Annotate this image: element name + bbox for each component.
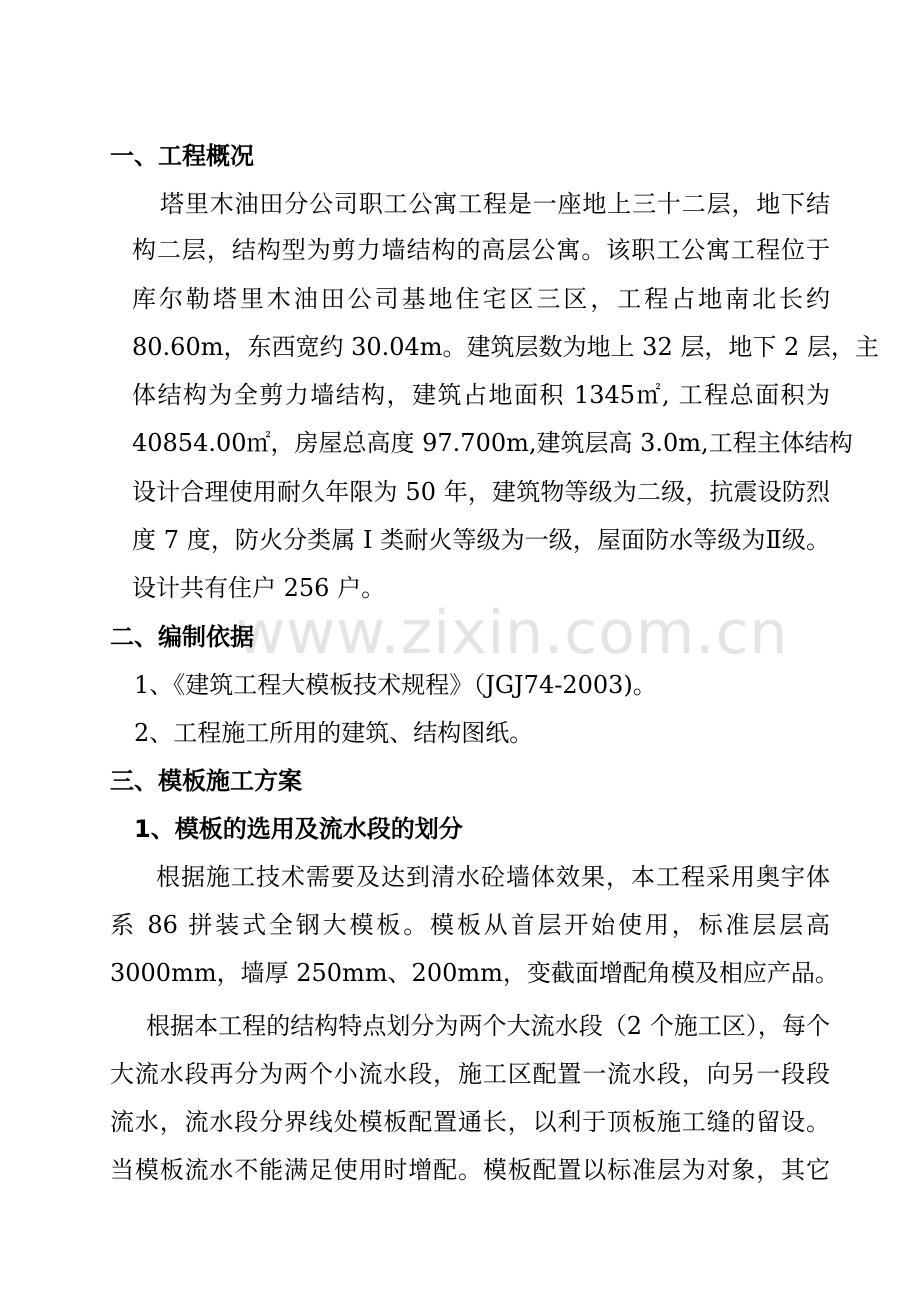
paragraph-line: 大流水段再分为两个小流水段，施工区配置一流水段，向另一段段 (110, 1060, 830, 1088)
paragraph-line: 库尔勒塔里木油田公司基地住宅区三区，工程占地南北长约 (132, 285, 830, 313)
paragraph-line: 塔里木油田分公司职工公寓工程是一座地上三十二层，地下结 (160, 190, 830, 218)
paragraph-line: 流水，流水段分界线处模板配置通长，以利于顶板施工缝的留设。 (110, 1108, 830, 1136)
watermark: www.zixin.com.cn (236, 598, 789, 668)
paragraph-line: 当模板流水不能满足使用时增配。模板配置以标准层为对象，其它 (110, 1156, 830, 1184)
paragraph-line: 体结构为全剪力墙结构，建筑占地面积 1345㎡, 工程总面积为 (132, 381, 830, 409)
section-heading-basis: 二、编制依据 (110, 623, 254, 651)
paragraph-line: 设计共有住户 256 户。 (132, 574, 386, 602)
paragraph-line: 根据施工技术需要及达到清水砼墙体效果，本工程采用奥宇体 (156, 863, 830, 891)
section-heading-formwork-plan: 三、模板施工方案 (110, 767, 302, 795)
list-item: 1、《建筑工程大模板技术规程》（JGJ74-2003)。 (134, 671, 657, 699)
subsection-heading: 1、模板的选用及流水段的划分 (134, 815, 463, 843)
paragraph-line: 度 7 度，防火分类属 I 类耐火等级为一级，屋面防水等级为Ⅱ级。 (132, 526, 830, 554)
paragraph-line: 系 86 拼装式全钢大模板。模板从首层开始使用，标准层层高 (110, 911, 830, 939)
paragraph-line: 设计合理使用耐久年限为 50 年，建筑物等级为二级，抗震设防烈 (132, 478, 830, 506)
paragraph-line: 3000mm，墙厚 250mm、200mm，变截面增配角模及相应产品。 (110, 959, 839, 987)
paragraph-line: 根据本工程的结构特点划分为两个大流水段（2 个施工区），每个 (146, 1012, 830, 1040)
paragraph-line: 40854.00㎡，房屋总高度 97.700m,建筑层高 3.0m,工程主体结构 (132, 429, 853, 457)
list-item: 2、工程施工所用的建筑、结构图纸。 (134, 719, 534, 747)
paragraph-line: 80.60m，东西宽约 30.04m。建筑层数为地上 32 层，地下 2 层，主 (132, 333, 879, 361)
paragraph-line: 构二层，结构型为剪力墙结构的高层公寓。该职工公寓工程位于 (132, 236, 830, 264)
section-heading-overview: 一、工程概况 (110, 142, 254, 170)
